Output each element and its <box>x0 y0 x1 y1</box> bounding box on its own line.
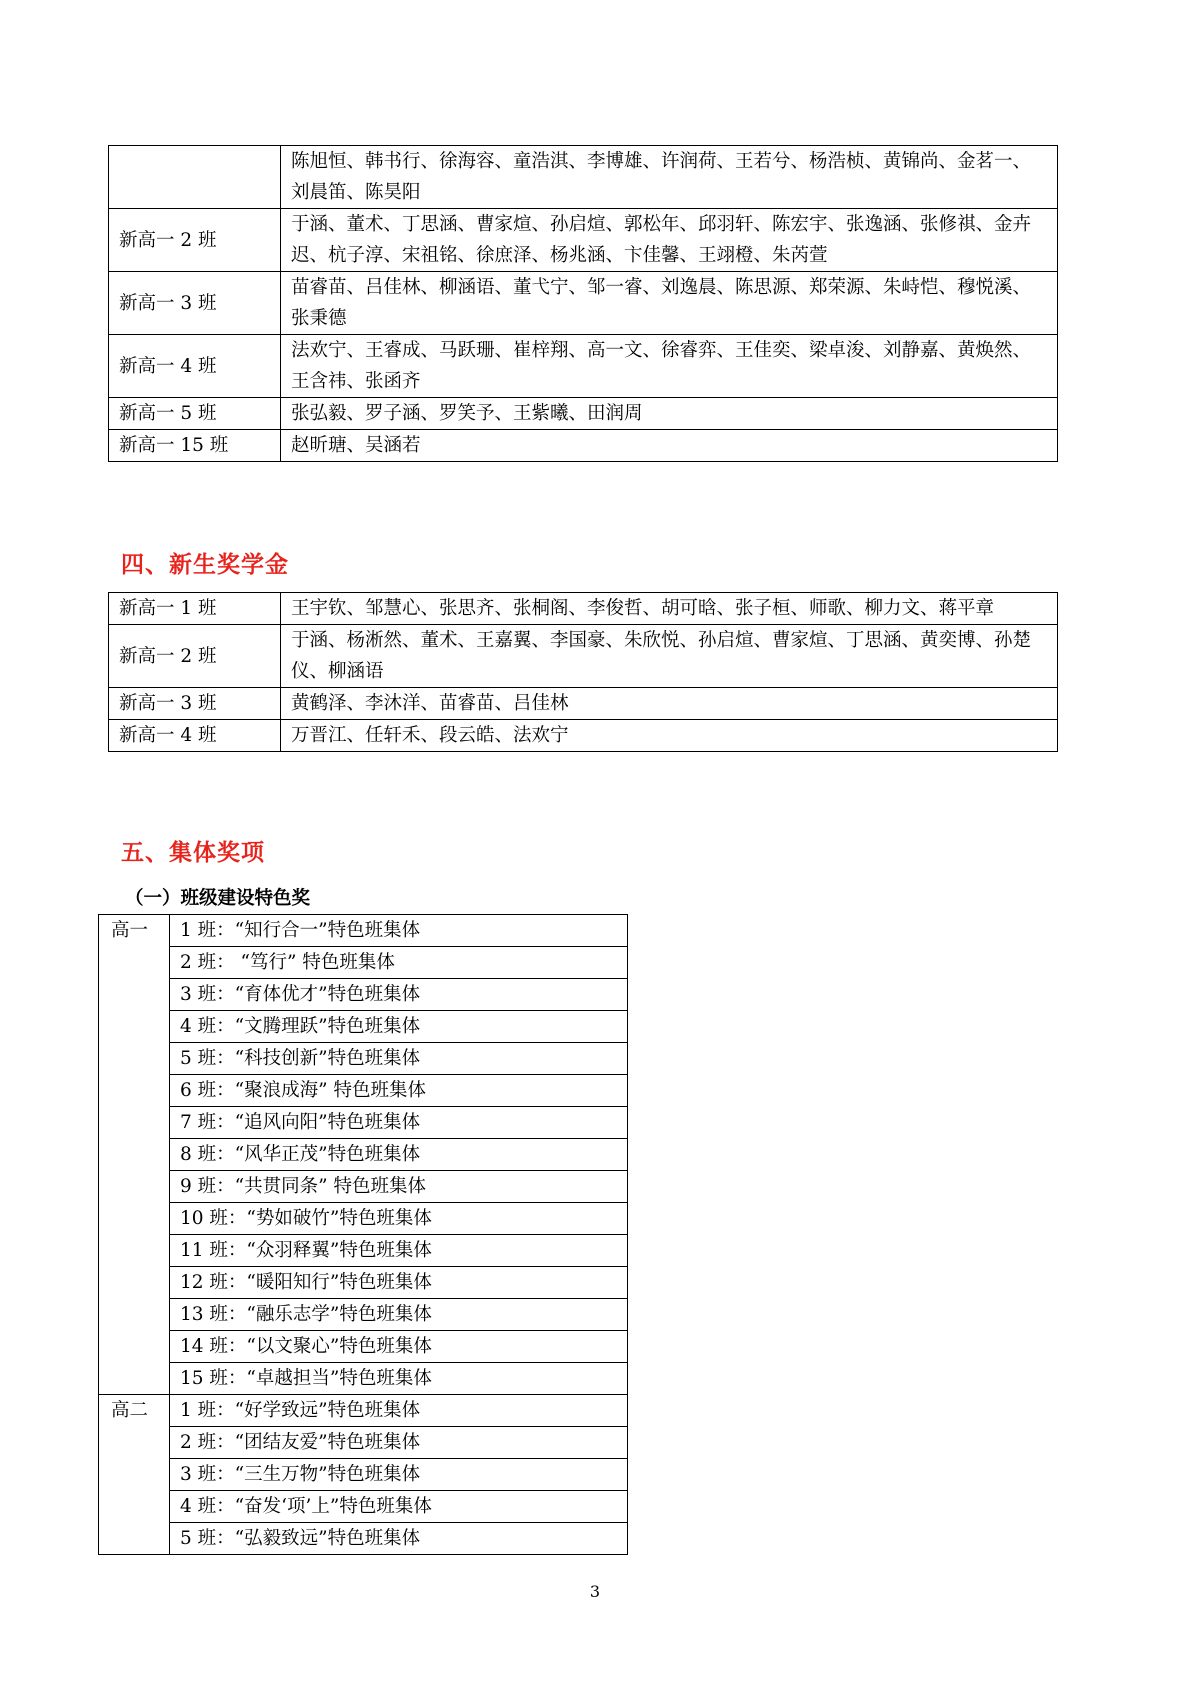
table-row <box>99 1171 628 1203</box>
table-row <box>99 1363 628 1395</box>
award-cell: 1 班：“知行合一”特色班集体 <box>170 915 628 947</box>
award-cell: 6 班：“聚浪成海” 特色班集体 <box>170 1075 628 1107</box>
section-heading-freshman-scholarship: 四、新生奖学金 <box>121 551 289 578</box>
class-cell: 新高一 5 班 <box>109 398 281 430</box>
class-cell <box>109 146 281 209</box>
table-row <box>99 1107 628 1139</box>
award-cell: 9 班：“共贯同条” 特色班集体 <box>170 1171 628 1203</box>
table-row <box>99 1395 628 1427</box>
award-cell: 2 班：“团结友爱”特色班集体 <box>170 1427 628 1459</box>
class-cell: 新高一 4 班 <box>109 720 281 752</box>
award-cell: 7 班：“追风向阳”特色班集体 <box>170 1107 628 1139</box>
table-row <box>99 915 628 947</box>
names-cell: 陈旭恒、韩书行、徐海容、童浩淇、李博雄、许润荷、王若兮、杨浩桢、黄锦尚、金茗一、刘晨笛、陈昊阳 <box>281 146 1058 209</box>
table-row <box>109 430 1058 462</box>
freshman-scholarship-table <box>108 592 1058 752</box>
class-cell: 新高一 2 班 <box>109 625 281 688</box>
table-row <box>109 335 1058 398</box>
award-cell: 13 班：“融乐志学”特色班集体 <box>170 1299 628 1331</box>
names-cell: 于涵、杨淅然、董术、王嘉翼、李国豪、朱欣悦、孙启煊、曹家煊、丁思涵、黄奕博、孙楚仪、柳涵语 <box>281 625 1058 688</box>
table-row <box>99 947 628 979</box>
names-cell: 万晋江、任轩禾、段云皓、法欢宁 <box>281 720 1058 752</box>
award-cell: 5 班：“弘毅致远”特色班集体 <box>170 1523 628 1555</box>
table-row <box>109 625 1058 688</box>
table-row <box>99 1139 628 1171</box>
table-row <box>99 1491 628 1523</box>
names-cell: 苗睿苗、吕佳林、柳涵语、董弋宁、邹一睿、刘逸晨、陈思源、郑荣源、朱峙恺、穆悦溪、张秉德 <box>281 272 1058 335</box>
table-row <box>99 979 628 1011</box>
class-cell: 新高一 4 班 <box>109 335 281 398</box>
award-cell: 4 班：“奋发‘项’上”特色班集体 <box>170 1491 628 1523</box>
table-row <box>99 1043 628 1075</box>
table-row <box>99 1235 628 1267</box>
names-cell: 张弘毅、罗子涵、罗笑予、王紫曦、田润周 <box>281 398 1058 430</box>
award-cell: 12 班：“暖阳知行”特色班集体 <box>170 1267 628 1299</box>
names-cell: 于涵、董术、丁思涵、曹家煊、孙启煊、郭松年、邱羽轩、陈宏宇、张逸涵、张修祺、金卉迟、杭子淳、宋祖铭、徐庶泽、杨兆涵、卞佳馨、王翊橙、朱芮萱 <box>281 209 1058 272</box>
award-cell: 8 班：“风华正茂”特色班集体 <box>170 1139 628 1171</box>
class-cell: 新高一 3 班 <box>109 688 281 720</box>
award-cell: 4 班：“文腾理跃”特色班集体 <box>170 1011 628 1043</box>
class-feature-award-table <box>98 914 628 1555</box>
table-row <box>99 1427 628 1459</box>
table-row <box>109 398 1058 430</box>
page-number: 3 <box>589 1582 601 1601</box>
table-row <box>109 720 1058 752</box>
grade-cell: 高一 <box>99 915 170 1395</box>
grade-cell: 高二 <box>99 1395 170 1555</box>
award-cell: 10 班：“势如破竹”特色班集体 <box>170 1203 628 1235</box>
award-cell: 2 班： “笃行” 特色班集体 <box>170 947 628 979</box>
award-cell: 15 班：“卓越担当”特色班集体 <box>170 1363 628 1395</box>
class-cell: 新高一 1 班 <box>109 593 281 625</box>
table-row <box>109 688 1058 720</box>
award-cell: 5 班：“科技创新”特色班集体 <box>170 1043 628 1075</box>
table-row <box>109 593 1058 625</box>
table-row <box>99 1203 628 1235</box>
names-cell: 黄鹤泽、李沐洋、苗睿苗、吕佳林 <box>281 688 1058 720</box>
section-heading-collective-awards: 五、集体奖项 <box>121 839 265 866</box>
class-cell: 新高一 2 班 <box>109 209 281 272</box>
table-row <box>109 209 1058 272</box>
class-cell: 新高一 15 班 <box>109 430 281 462</box>
table-row <box>99 1523 628 1555</box>
table-row <box>109 272 1058 335</box>
table-row <box>99 1459 628 1491</box>
award-cell: 1 班：“好学致远”特色班集体 <box>170 1395 628 1427</box>
award-cell: 14 班：“以文聚心”特色班集体 <box>170 1331 628 1363</box>
names-cell: 法欢宁、王睿成、马跃珊、崔梓翔、高一文、徐睿弈、王佳奕、梁卓浚、刘静嘉、黄焕然、王含祎、张函齐 <box>281 335 1058 398</box>
names-cell: 赵昕瑭、吴涵若 <box>281 430 1058 462</box>
award-table-continued <box>108 145 1058 462</box>
table-row <box>99 1075 628 1107</box>
award-cell: 11 班：“众羽释翼”特色班集体 <box>170 1235 628 1267</box>
table-row <box>99 1299 628 1331</box>
table-row <box>99 1011 628 1043</box>
subsection-heading-class-building: （一）班级建设特色奖 <box>125 888 311 909</box>
table-row <box>109 146 1058 209</box>
award-cell: 3 班：“育体优才”特色班集体 <box>170 979 628 1011</box>
award-cell: 3 班：“三生万物”特色班集体 <box>170 1459 628 1491</box>
table-row <box>99 1331 628 1363</box>
table-row <box>99 1267 628 1299</box>
names-cell: 王宇钦、邹慧心、张思齐、张桐阁、李俊哲、胡可晗、张子桓、师歌、柳力文、蒋平章 <box>281 593 1058 625</box>
class-cell: 新高一 3 班 <box>109 272 281 335</box>
